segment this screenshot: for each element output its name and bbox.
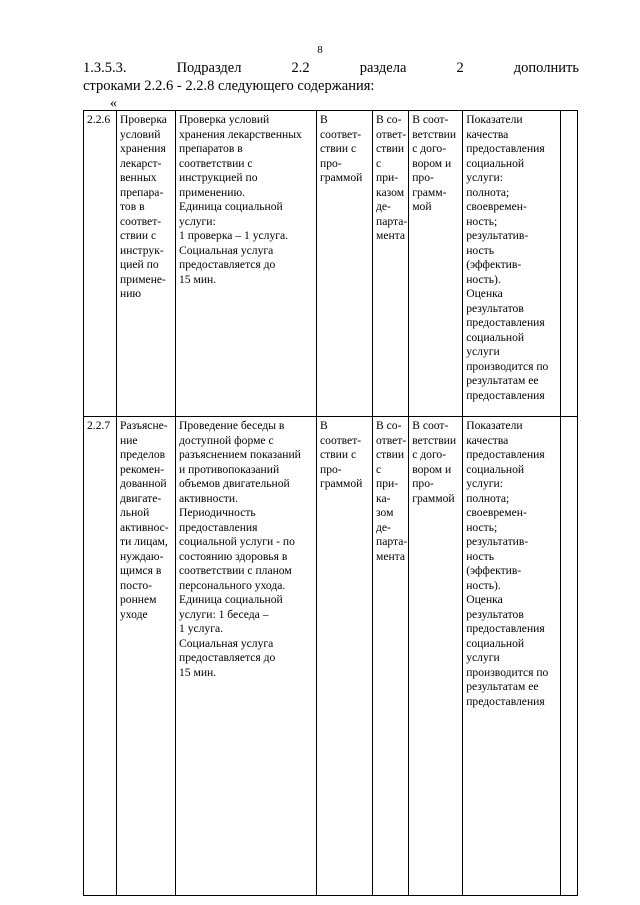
cell-text-line: щимся в xyxy=(120,564,162,577)
cell-text-line: предоставления xyxy=(466,142,545,155)
cell-text-line: ность xyxy=(466,243,495,257)
cell-text-line: предоставления xyxy=(466,316,545,329)
service-name-cell xyxy=(117,111,176,417)
cell-text-line: с дого- xyxy=(412,142,447,155)
cell-text-line: состоянию здоровья в xyxy=(179,549,288,563)
cell-text-line: граммой xyxy=(412,491,455,505)
cell-text-line: 1 проверка – 1 услуга. xyxy=(179,229,289,242)
cell-text-line: предоставления xyxy=(466,694,545,708)
cell-text-line: про- xyxy=(412,477,434,490)
page-number: 8 xyxy=(317,44,323,56)
cell-text-line: качества xyxy=(466,433,509,447)
cell-text-line: ность). xyxy=(466,578,501,592)
cell-text-line: мента xyxy=(376,229,406,242)
cell-text-line: услуги: xyxy=(179,214,216,228)
standard-cell xyxy=(373,417,409,896)
cell-text-line: предоставления xyxy=(466,448,545,461)
cell-text-line: объемов двигательной xyxy=(179,477,290,490)
cell-text-line: ветствии xyxy=(412,433,457,447)
cell-text-line: де- xyxy=(376,200,391,213)
cell-text-line: дованной xyxy=(120,477,167,490)
cell-text-line: социальной xyxy=(466,330,525,344)
volume-cell xyxy=(317,111,373,417)
cell-text-line: активнос- xyxy=(120,520,169,534)
cell-text-line: граммой xyxy=(320,477,363,490)
cell-text-line: результатов xyxy=(466,301,524,315)
cell-text-line: ответ- xyxy=(376,433,407,447)
conditions-cell xyxy=(409,417,463,896)
cell-text-line: Проверка условий xyxy=(179,113,270,126)
cell-text-line: и противопоказаний xyxy=(179,462,280,476)
cell-text-line: посто- xyxy=(120,578,153,592)
cell-text-line: венных xyxy=(120,171,157,184)
cell-text-line: соответ- xyxy=(120,214,162,228)
cell-text-line: инструк- xyxy=(120,243,164,257)
cell-text-line: соответствии с xyxy=(179,156,253,170)
intro-word: 2.2 xyxy=(291,60,310,76)
cell-text-line: Показатели xyxy=(466,113,523,126)
cell-text-line: с дого- xyxy=(412,448,447,461)
cell-text-line: казом xyxy=(376,185,405,199)
cell-text-line: ствии с xyxy=(320,142,357,155)
cell-text-line: применению. xyxy=(179,185,246,199)
cell-text-line: разъяснением показаний xyxy=(179,448,301,461)
cell-text-line: хранения лекарственных xyxy=(179,127,302,141)
service-description-cell xyxy=(176,111,317,417)
cell-text-line: ность; xyxy=(466,214,498,228)
cell-text-line: мой xyxy=(412,200,432,213)
cell-text-line: де- xyxy=(376,520,391,534)
intro-line-2: строками 2.2.6 - 2.2.8 следующего содержания: xyxy=(83,78,375,94)
cell-text-line: Оценка xyxy=(466,593,503,606)
cell-text-line: с xyxy=(376,156,382,170)
cell-text-line: персонального ухода. xyxy=(179,578,286,592)
volume-cell xyxy=(317,417,373,896)
cell-text-line: полнота; xyxy=(466,491,510,505)
cell-text-line: ствии xyxy=(376,448,405,461)
table-row xyxy=(84,417,578,896)
cell-text-line: препаратов в xyxy=(179,142,243,155)
cell-text-line: Социальная услуга xyxy=(179,243,274,257)
cell-text-line: Периодичность xyxy=(179,506,256,519)
cell-text-line: Единица социальной xyxy=(179,200,283,213)
cell-text-line: про- xyxy=(320,156,342,170)
cell-text-line: услуги: xyxy=(466,171,503,184)
cell-text-line: В соот- xyxy=(412,419,449,432)
cell-text-line: (эффектив- xyxy=(466,258,522,271)
cell-text-line: вором и xyxy=(412,156,452,170)
cell-text-line: результатив- xyxy=(466,535,529,548)
cell-text-line: В со- xyxy=(376,419,402,432)
cell-text-line: пределов xyxy=(120,448,166,461)
cell-text-line: мента xyxy=(376,549,406,563)
cell-text-line: предоставляется до xyxy=(179,258,276,271)
cell-text-line: социальной xyxy=(466,156,525,170)
cell-text-line: В xyxy=(320,419,328,432)
cell-text-line: 15 мин. xyxy=(179,272,217,286)
cell-text-line: Единица социальной xyxy=(179,593,283,606)
cell-text-line: ствии с xyxy=(120,229,157,242)
table-row xyxy=(84,111,578,417)
cell-text-line: В xyxy=(320,113,328,126)
cell-text-line: Разъясне- xyxy=(120,419,168,432)
cell-text-line: услуги: 1 беседа – xyxy=(179,607,269,621)
cell-text-line: результатам ее xyxy=(466,374,539,387)
row-number-cell: 2.2.6 xyxy=(84,111,117,417)
cell-text-line: производится по xyxy=(466,359,549,373)
service-description-cell xyxy=(176,417,317,896)
cell-text-line: условий xyxy=(120,127,161,141)
row-number-cell: 2.2.7 xyxy=(84,417,117,896)
cell-text-line: льной xyxy=(120,506,150,519)
intro-word: раздела xyxy=(359,60,407,76)
cell-text-line: при- xyxy=(376,171,399,184)
cell-text-line: ние xyxy=(120,433,138,447)
cell-text-line: уходе xyxy=(120,607,148,621)
cell-text-line: тов в xyxy=(120,200,145,213)
cell-text-line: услуги xyxy=(466,651,500,664)
quality-indicators-cell xyxy=(463,417,561,896)
cell-text-line: услуги: xyxy=(466,477,503,490)
cell-text-line: лекарст- xyxy=(120,156,162,170)
cell-text-line: услуги xyxy=(466,345,500,358)
cell-text-line: хранения xyxy=(120,142,166,155)
intro-word: дополнить xyxy=(513,60,579,76)
extra-cell xyxy=(561,417,578,896)
cell-text-line: ответ- xyxy=(376,127,407,141)
cell-text-line: ность; xyxy=(466,520,498,534)
cell-text-line: 1 услуга. xyxy=(179,622,224,635)
cell-text-line: зом xyxy=(376,506,394,519)
quality-indicators-cell xyxy=(463,111,561,417)
cell-text-line: Проведение беседы в xyxy=(179,419,285,432)
cell-text-line: 15 мин. xyxy=(179,665,217,679)
cell-text-line: социальной xyxy=(466,462,525,476)
cell-text-line: предоставления xyxy=(466,388,545,402)
cell-text-line: предоставления xyxy=(466,622,545,635)
cell-text-line: ка- xyxy=(376,491,391,505)
cell-text-line: ствии с xyxy=(320,448,357,461)
cell-text-line: результатов xyxy=(466,607,524,621)
standard-cell xyxy=(373,111,409,417)
cell-text-line: предоставления xyxy=(179,520,258,534)
cell-text-line: (эффектив- xyxy=(466,564,522,577)
conditions-cell xyxy=(409,111,463,417)
cell-text-line: двигате- xyxy=(120,491,162,505)
cell-text-line: ность xyxy=(466,549,495,563)
cell-text-line: Социальная услуга xyxy=(179,636,274,650)
cell-text-line: рекомен- xyxy=(120,462,165,476)
cell-text-line: граммой xyxy=(320,171,363,184)
intro-word: Подраздел xyxy=(176,60,242,76)
cell-text-line: препара- xyxy=(120,185,164,199)
cell-text-line: соответ- xyxy=(320,127,362,141)
table-body xyxy=(84,111,578,896)
cell-text-line: результатам ее xyxy=(466,680,539,693)
cell-text-line: грамм- xyxy=(412,185,447,199)
cell-text-line: социальной услуги - по xyxy=(179,535,295,548)
cell-text-line: с xyxy=(376,462,382,476)
cell-text-line: результатив- xyxy=(466,229,529,242)
cell-text-line: Показатели xyxy=(466,419,523,432)
cell-text-line: предоставляется до xyxy=(179,651,276,664)
cell-text-line: активности. xyxy=(179,491,238,505)
cell-text-line: парта- xyxy=(376,214,408,228)
cell-text-line: Оценка xyxy=(466,287,503,300)
cell-text-line: про- xyxy=(412,171,434,184)
extra-cell xyxy=(561,111,578,417)
cell-text-line: про- xyxy=(320,462,342,476)
cell-text-line: соответ- xyxy=(320,433,362,447)
intro-word: 1.3.5.3. xyxy=(83,60,127,76)
cell-text-line: ти лицам, xyxy=(120,535,168,548)
service-name-cell xyxy=(117,417,176,896)
cell-text-line: В соот- xyxy=(412,113,449,126)
cell-text-line: ность). xyxy=(466,272,501,286)
cell-text-line: соответствии с планом xyxy=(179,564,292,577)
cell-text-line: нуждаю- xyxy=(120,549,164,563)
cell-text-line: инструкцией по xyxy=(179,171,258,184)
cell-text-line: В со- xyxy=(376,113,402,126)
services-table xyxy=(83,110,578,896)
cell-text-line: цией по xyxy=(120,258,159,271)
cell-text-line: нию xyxy=(120,287,142,300)
cell-text-line: Проверка xyxy=(120,113,167,126)
intro-word: 2 xyxy=(456,60,464,76)
cell-text-line: при- xyxy=(376,477,399,490)
cell-text-line: примене- xyxy=(120,272,166,286)
cell-text-line: социальной xyxy=(466,636,525,650)
opening-quote: « xyxy=(110,96,117,111)
cell-text-line: производится по xyxy=(466,665,549,679)
cell-text-line: полнота; xyxy=(466,185,510,199)
cell-text-line: роннем xyxy=(120,593,157,606)
cell-text-line: ствии xyxy=(376,142,405,155)
cell-text-line: парта- xyxy=(376,535,408,548)
intro-line-1 xyxy=(83,60,579,77)
cell-text-line: ветствии xyxy=(412,127,457,141)
cell-text-line: своевремен- xyxy=(466,200,527,213)
cell-text-line: доступной форме с xyxy=(179,433,274,447)
cell-text-line: вором и xyxy=(412,462,452,476)
cell-text-line: своевремен- xyxy=(466,506,527,519)
cell-text-line: качества xyxy=(466,127,509,141)
